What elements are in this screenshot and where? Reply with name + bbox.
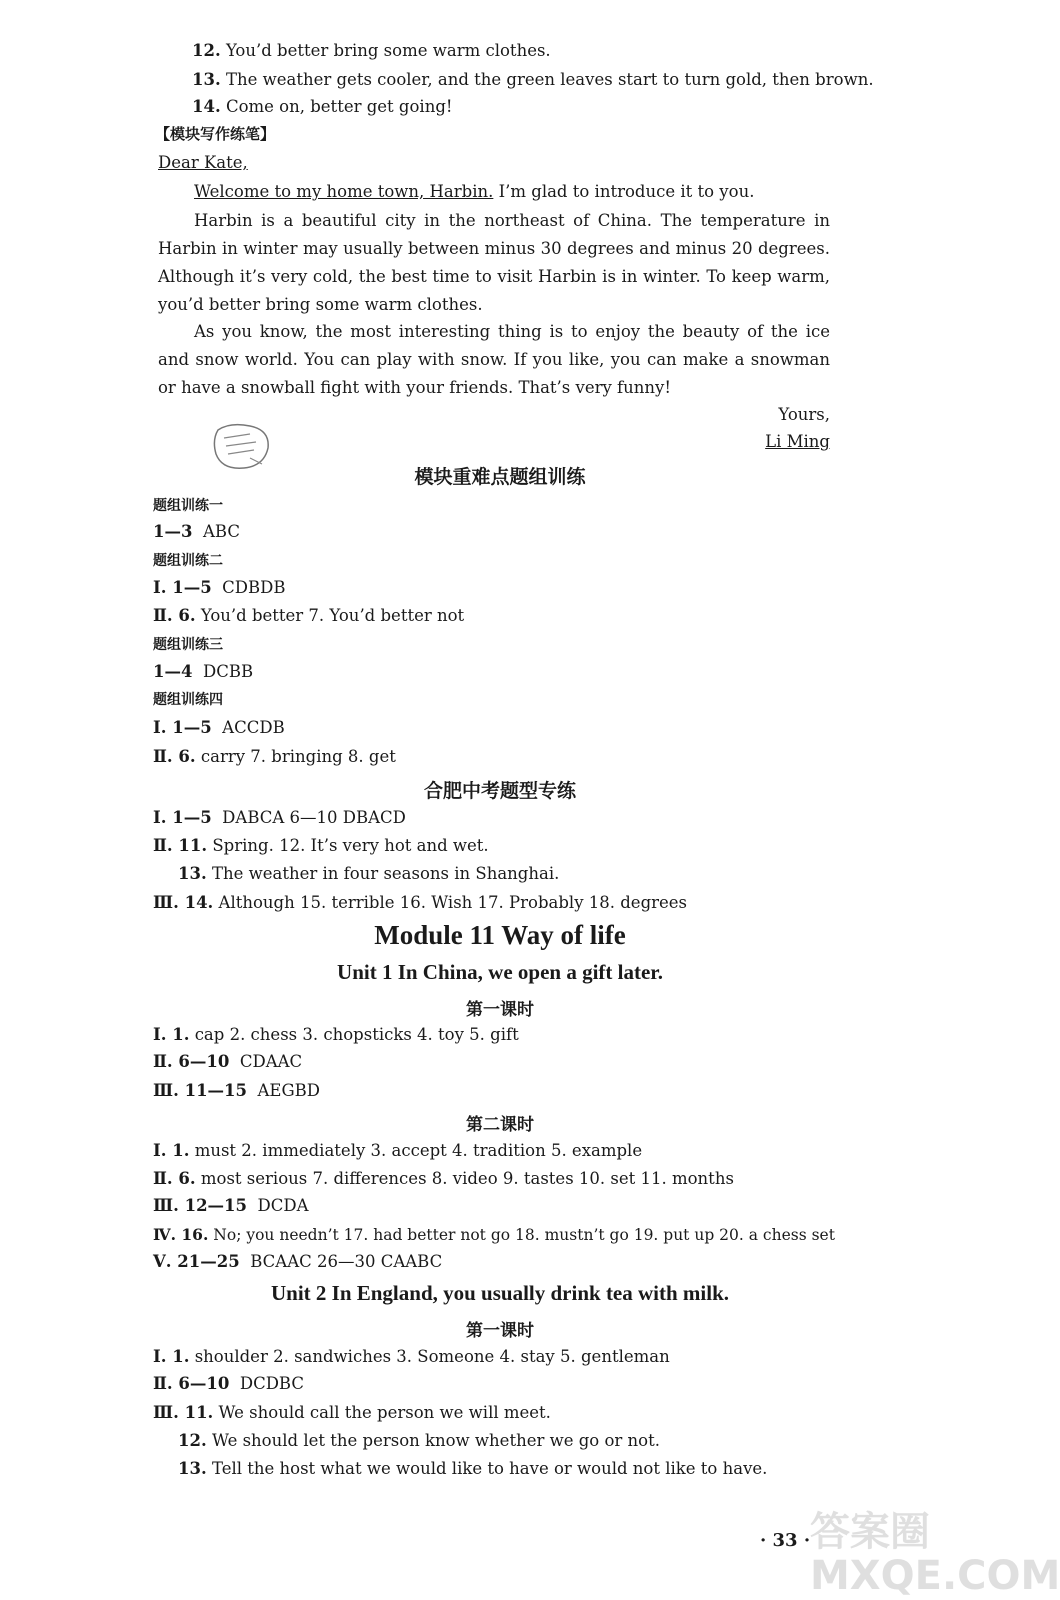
page-number: · 33 ·	[760, 1530, 811, 1551]
answer-line: Ⅱ. 6—10 CDAAC	[153, 1052, 303, 1071]
answer-line: Ⅱ. 6. carry 7. bringing 8. get	[153, 747, 396, 766]
module-title: Module 11 Way of life	[374, 920, 626, 950]
answer-line: Ⅰ. 1. must 2. immediately 3. accept 4. tradition 5. example	[153, 1141, 643, 1160]
answer-line: Ⅱ. 6—10 DCDBC	[153, 1374, 304, 1393]
salutation: Dear Kate,	[158, 153, 248, 172]
section-title-key-points: 模块重难点题组训练	[414, 466, 586, 488]
answer-line: Ⅰ. 1. cap 2. chess 3. chopsticks 4. toy 5. gift	[153, 1025, 519, 1044]
group-label: 题组训练二	[153, 553, 223, 569]
answer-line: Ⅰ. 1—5 DABCA 6—10 DBACD	[153, 808, 406, 827]
answer-line: Ⅰ. 1—5 CDBDB	[153, 578, 286, 597]
letter-paragraph-2: Harbin is a beautiful city in the northeast of China. The temperature in Harbin in winter may usually between minus 30 degrees and minus 20 degrees. Although it’s very cold, the best time to visit Harbin is in winter. To keep warm, you’d better bring some warm clothes.	[158, 211, 830, 314]
unit-title: Unit 2 In England, you usually drink tea with milk.	[270, 1281, 730, 1305]
answer-line: Ⅴ. 21—25 BCAAC 26—30 CAABC	[153, 1252, 443, 1271]
group-label: 题组训练三	[153, 637, 223, 653]
lesson-title: 第二课时	[466, 1115, 534, 1135]
section-title-hefei: 合肥中考题型专练	[423, 780, 576, 802]
writing-header: 【模块写作练笔】	[155, 125, 276, 143]
answer-line: Ⅰ. 1. shoulder 2. sandwiches 3. Someone 4. stay 5. gentleman	[153, 1347, 670, 1366]
lesson-title: 第一课时	[466, 1000, 534, 1020]
answer-line: Ⅱ. 6. most serious 7. differences 8. video 9. tastes 10. set 11. months	[153, 1169, 734, 1188]
answer-line: Ⅰ. 1—5 ACCDB	[153, 718, 285, 737]
answer-line: 12. We should let the person know whether we go or not.	[178, 1431, 660, 1450]
letter-paragraph-3: As you know, the most interesting thing is to enjoy the beauty of the ice and snow world. You can play with snow. If you like, you can make a snowman or have a snowball fight with your friends. That’s very funny!	[158, 322, 830, 397]
answer-line: Ⅲ. 11—15 AEGBD	[153, 1081, 321, 1100]
answer-line: 1—3 ABC	[153, 522, 240, 541]
answer-line: 14. Come on, better get going!	[192, 97, 453, 116]
watermark-logo: 答案圈 MXQE.COM	[810, 1509, 1060, 1599]
answer-line: 12. You’d better bring some warm clothes.	[192, 41, 551, 60]
group-label: 题组训练一	[153, 498, 223, 514]
answer-line: 13. The weather gets cooler, and the green leaves start to turn gold, then brown.	[192, 70, 874, 89]
lesson-title: 第一课时	[466, 1321, 534, 1341]
unit-title: Unit 1 In China, we open a gift later.	[337, 960, 663, 984]
answer-line: Ⅲ. 11. We should call the person we will meet.	[153, 1403, 551, 1422]
letter-closing: Yours,	[778, 405, 830, 424]
answer-line: Ⅲ. 14. Although 15. terrible 16. Wish 17. Probably 18. degrees	[153, 893, 688, 912]
group-label: 题组训练四	[153, 692, 223, 708]
answer-line: 13. Tell the host what we would like to have or would not like to have.	[178, 1459, 768, 1478]
letter-signature: Li Ming	[765, 432, 830, 451]
answer-line: Ⅳ. 16. No; you needn’t 17. had better not go 18. mustn’t go 19. put up 20. a chess set	[153, 1225, 835, 1244]
answer-line: 1—4 DCBB	[153, 662, 254, 681]
answer-line: Ⅱ. 6. You’d better 7. You’d better not	[153, 606, 465, 625]
answer-line: 13. The weather in four seasons in Shanghai.	[178, 864, 560, 883]
letter-paragraph-1: Welcome to my home town, Harbin. I’m glad to introduce it to you.	[194, 182, 755, 201]
answer-line: Ⅲ. 12—15 DCDA	[153, 1196, 309, 1215]
answer-line: Ⅱ. 11. Spring. 12. It’s very hot and wet.	[153, 836, 489, 855]
